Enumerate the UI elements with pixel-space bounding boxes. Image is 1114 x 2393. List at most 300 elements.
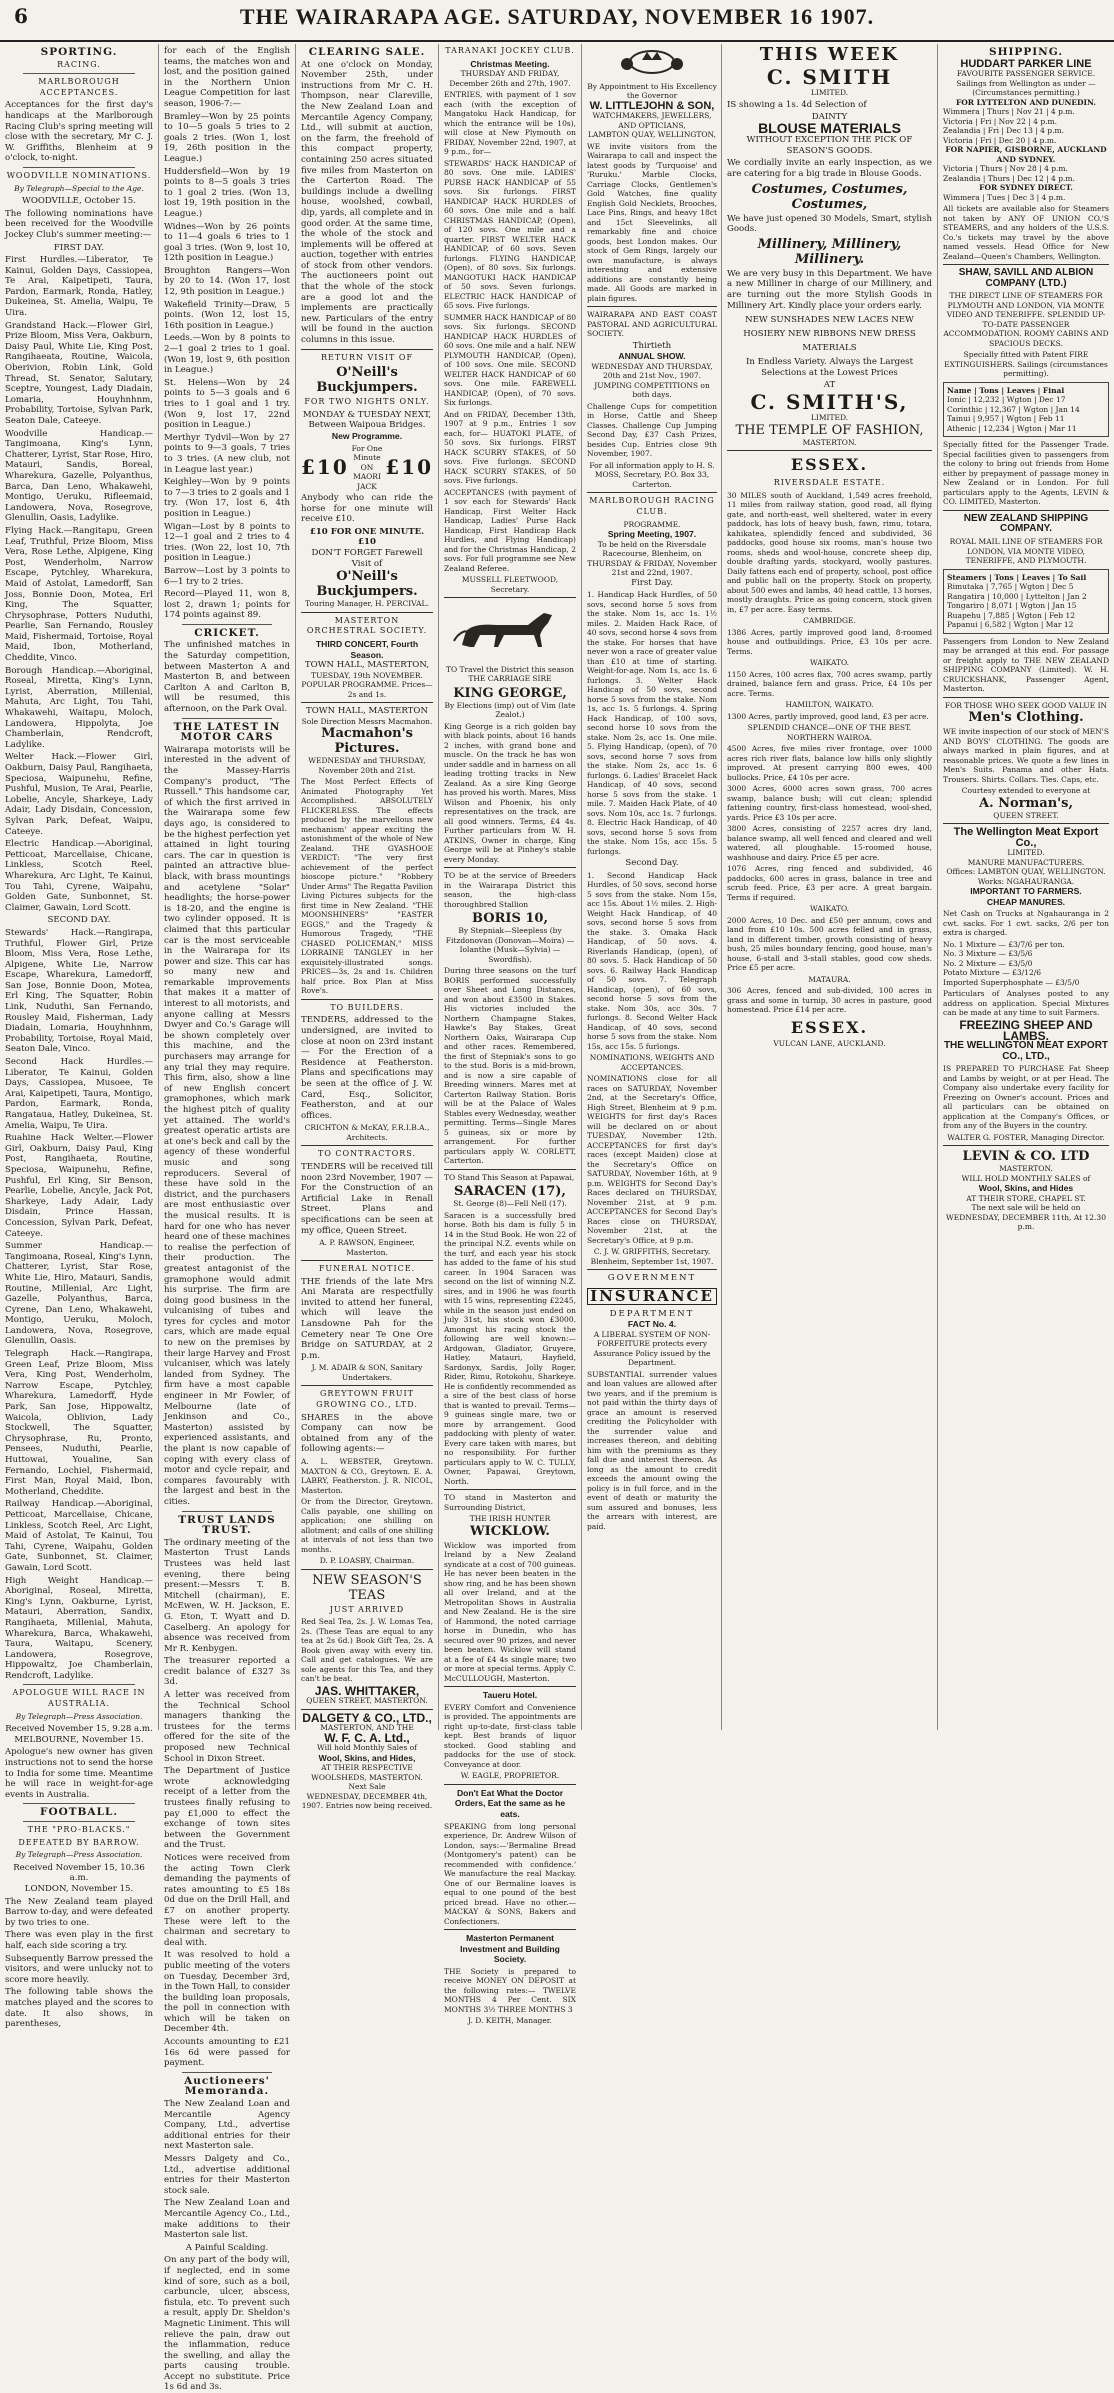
ad-text: THE Society is prepared to receive MONEY ON DEPOSIT at the following rates:— TWELVE MONTHS 4 Per Cent. SIX MONTHS 3½ THREE MONTHS 3 bbox=[444, 1966, 576, 2014]
article-paragraph: It was resolved to hold a public meeting of the voters on Tuesday, December 3rd, in the Town Hall, to consider the building loan proposals, the poll in connection with which will be taken on December 4th. bbox=[164, 1950, 290, 2035]
ad-signature: J. D. KEITH, Manager. bbox=[468, 2016, 552, 2026]
ad-line: TUESDAY, 19th NOVEMBER. POPULAR PROGRAMME. Prices—2s and 1s. bbox=[301, 670, 433, 699]
ad-text: 1386 Acres, partly improved good land, 8-roomed house and outbuildings. Price, £3 10s per acre. Terms. bbox=[727, 627, 932, 656]
article-heading: MARLBOROUGH ACCEPTANCES. bbox=[38, 77, 120, 97]
race-entries: Woodville Handicap.—Tangimoana, King's Lynn, Chatterer, Lyrist, Star Rose, Hiro, Matauri, Sandis, Boreal, Wharekura, Gazelle, Polyanthus, Barca, Dan Leno, Whakawehi, Montigo, Ueruku, Rifleemaid, Landowera, Nova, Rosegrove, Glenullin, Oasis, Ladylike. bbox=[5, 428, 153, 524]
royal-crest-icon bbox=[587, 46, 717, 76]
ad-line: The next sale will be held on bbox=[971, 1203, 1081, 1213]
ad-line: MASTERTON ORCHESTRAL SOCIETY. bbox=[306, 615, 428, 636]
ad-line: THURSDAY AND FRIDAY, December 26th and 27th, 1907. bbox=[449, 69, 571, 88]
ad-line: DAINTY bbox=[811, 112, 848, 123]
ad-title: W. LITTLEJOHN & SON, bbox=[589, 99, 715, 112]
ad-line: DON'T FORGET Farewell Visit of bbox=[311, 548, 423, 569]
ad-line: WEDNESDAY, DECEMBER 4th, 1907. Entries now being received. bbox=[301, 1791, 433, 1811]
ad-line: FOR TWO NIGHTS ONLY. bbox=[304, 397, 430, 407]
race-entries: Electric Handicap.—Aboriginal, Petticoat, Marcellaise, Chicane, Linkless, Scotch Reel, Wharekura, Arc Light, Te Kainui, Tou Tahi, Cyrene, Waipahu, Golden Gate, Sunbonnet, St. Claimer, Gawain, Lord Scott. bbox=[5, 839, 153, 913]
ad-title: Spring Meeting, 1907. bbox=[607, 529, 697, 540]
ad-line: MATAURA. bbox=[808, 974, 851, 984]
ad-title: Wool, Skins, and Hides bbox=[978, 1183, 1074, 1194]
ad-text: STEWARDS' HACK HANDICAP of 80 sovs. One mile. LADIES' PURSE HACK HANDICAP of 55 sovs. Six furlongs. FIRST HANDICAP HACK HURDLES of 60 sovs. One mile and a half. CHRISTMAS HANDICAP, (Open), of 120 sovs. One mile and a quarter. FIRST WELTER HACK HANDICAP, of 60 sovs. Seven furlongs. FLYING HANDICAP, (Open), of 80 sovs. Six furlongs. MANGOTUKI HACK HANDICAP of 50 sovs. Seven furlongs. ELECTRIC HACK HANDICAP of 65 sovs. Five furlongs. bbox=[444, 158, 576, 311]
ad-title: ESSEX. bbox=[790, 455, 869, 474]
ad-line: MASTERTON, AND THE bbox=[320, 1723, 414, 1733]
sailing-row: Zealandia | Fri | Dec 13 | 4 p.m. bbox=[943, 126, 1064, 136]
race-entries: Stewards' Hack.—Rangirapa, Truthful, Flower Girl, Prize Bloom, Miss Vera, Rose Lethe, Alpigene, White Lie, Narrow Escape, Wharekura, Lamedorff, San Jose, Bonnie Doon, Motea, Erl King, The Squatter, Robin Link, Nuduthi, San Fernando, Rousley Maid, Fisherman, Lady Diadain, Lomaria, Houyhnhnm, Probability, Tortoise, Royal Maid, Seaton Dale, Vinco. bbox=[5, 927, 153, 1055]
divider bbox=[444, 597, 576, 598]
ad-text: WE invite inspection of our stock of MEN'S AND BOYS' CLOTHING. The goods are always marked in plain figures, and at reasonable prices. We quote a few lines in Men's Suits. Panama and other Hats. Trousers. Shirts. Collars. Ties. Caps, etc. bbox=[943, 727, 1109, 784]
ad-line: By Stepniak—Sleepless (by Fitzdonovan (Donovan—Moira) — Iolanthe (Musk—Sylvia) — Swordfish). bbox=[445, 926, 575, 964]
sailing-row: Victoria | Fri | Dec 20 | 4 p.m. bbox=[943, 135, 1057, 145]
ad-text: ROYAL MAIL LINE OF STEAMERS FOR LONDON, VIA MONTE VIDEO, TENERIFFE, AND PLYMOUTH. bbox=[949, 537, 1103, 566]
column-smith-ads bbox=[721, 44, 937, 1730]
price-row: No. 1 Mixture — £3/7/6 per ton. bbox=[943, 939, 1065, 949]
sailing-row: Wimmera | Tues | Dec 3 | 4 p.m. bbox=[943, 192, 1066, 202]
ad-line: FOR NAPIER, GISBORNE, AUCKLAND AND SYDNEY. bbox=[945, 145, 1107, 164]
ad-text: 3800 Acres, consisting of 2257 acres dry land, balance swamp, all well fenced and cleared and well watered, all ploughable. 15-roomed house, washhouse and dairy. Price £5 per acre. bbox=[727, 824, 932, 862]
sailing-row: Zealandia | Thurs | Dec 12 | 4 p.m. bbox=[943, 173, 1075, 183]
ad-title: C. SMITH bbox=[766, 65, 893, 89]
ad-title: INSURANCE bbox=[587, 1288, 717, 1305]
ad-text: SPEAKING from long personal experience, Dr. Andrew Wilson of London, says:—'Bermaline Bread (Montgomery's patent) can be recommended with confidence.' We manufacture the real Mackay. One of our Bermaline loaves is equal to one pound of the best priced bread. Have no other.—MACKAY & SONS, Bakers and Confectioners. bbox=[444, 1821, 576, 1926]
ad-title: Millinery, Millinery, Millinery. bbox=[757, 236, 902, 267]
masthead-title: THE WAIRARAPA AGE. SATURDAY, NOVEMBER 16 1907. bbox=[239, 4, 875, 29]
page-number: 6 bbox=[14, 4, 28, 28]
table-row: Corinthic | 12,367 | Wgton | Jan 14 bbox=[947, 404, 1080, 414]
article-paragraph: Messrs Dalgety and Co., Ltd., advertise additional entries for their Masterton stock sale. bbox=[164, 2154, 290, 2196]
race-entries: Flying Hack.—Rangitapu, Green Leaf, Truthful, Prize Bloom, Miss Vera, Rose Lethe, Alpigene, King Post, Wenderholm, Narrow Escape, Pytchley, Wharekura, Maid of Astolat, Lamedorff, San Joss, Bonnie Doon, Motea, Erl King, The Squatter, Chrysophrase, Potters Nuduthi, Pearlie, San Fernando, Rousley Maid, Fishermaid, Tortoise, Royal Maid, Ibon, Motherland, Cheddite, Vinco. bbox=[5, 525, 153, 664]
ad-line: RIVERSDALE ESTATE. bbox=[773, 478, 886, 487]
ad-text: ACCEPTANCES (with payment of 1 sov each for Stewards' Hack Handicap, First Welter Hack Handicap, Ladies' Purse Hack Handicap, First Handicap Hack Hurdles, and Flying Handicap) and for the Christmas Handicap, 2 sovs. For full programme see New Zealand Referee. bbox=[444, 487, 576, 573]
race-entries: Second Hack Hurdles.—Liberator, Te Kainui, Golden Days, Cassiopea, Musoee, Te Arai, Kaipetipeti, Taura, Montigo, Pardon, Earmark, Ronda, Rangataua, Hatley, Dukeinea, St. Amelia, Waipu, Te Uira. bbox=[5, 1057, 153, 1131]
sub-column-right bbox=[581, 44, 722, 1730]
divider bbox=[943, 1145, 1109, 1146]
divider bbox=[182, 2072, 272, 2073]
ad-title: WICKLOW. bbox=[470, 1523, 550, 1539]
ad-text: TO be at the service of Breeders in the Wairarapa District this season, the high-class thoroughbred Stallion bbox=[444, 871, 576, 909]
ad-line: VULCAN LANE, AUCKLAND. bbox=[773, 1038, 886, 1048]
article-paragraph: The New Zealand Loan and Mercantile Agency Co., Ltd., make additions to their Masterton sale list. bbox=[164, 2198, 290, 2241]
article-heading: THE "PRO-BLACKS." bbox=[27, 1825, 131, 1834]
divider bbox=[301, 702, 433, 703]
ad-signature: Touring Manager, H. PERCIVAL. bbox=[305, 599, 429, 609]
sailing-row: Victoria | Thurs | Nov 28 | 4 p.m. bbox=[943, 164, 1068, 174]
ad-title: Costumes, Costumes, Costumes, bbox=[751, 181, 908, 212]
divider bbox=[301, 1709, 433, 1710]
ad-signature: J. M. ADAIR & SON, Sanitary Undertakers. bbox=[311, 1363, 423, 1382]
ad-signature: WALTER G. FOSTER, Managing Director. bbox=[947, 1132, 1105, 1142]
ad-line: PROGRAMME. bbox=[623, 519, 681, 529]
article-paragraph: Notices were received from the acting Town Clerk demanding the payments of rates amounting to £5 18s 0d due on the Drill Hall, and £7 on another property. These were left to the chairman and secretary to deal with. bbox=[164, 1852, 290, 1948]
day-heading: SECOND DAY. bbox=[47, 915, 111, 926]
ad-title: W. F. C. A. Ltd., bbox=[324, 1730, 410, 1745]
race-entries: Welter Hack.—Flower Girl, Oakburn, Daisy Paul, Rangihaeta, Speciosa, Waipunehu, Refine, Pushful, Musion, Te Arai, Pearlie, Lobelie, Ancyle, Sharkeye, Lady Adair, Lady Disdain, Concession, Sylvan Park, Defeat, Waipu, Cateeye. bbox=[5, 752, 153, 837]
ad-line: Will hold Monthly Sales of bbox=[317, 1743, 417, 1753]
ad-signature: C. J. W. GRIFFITHS, Secretary. Blenheim, September 1st, 1907. bbox=[590, 1247, 714, 1266]
race-entries: Grandstand Hack.—Flower Girl, Prize Bloom, Miss Vera, Oakburn, Daisy Paul, White Lie, King Post, Rangihaeata, Routine, Waicola, Oberivion, Robin Link, Gold Thread, St. Senator, Salutary, Sceptre, Youngest, Lady Diadain, Lomaria, Houyhnhnm, Probability, Tortoise, Sylvan Park, Seaton Dale, Cateeye. bbox=[5, 320, 153, 426]
section-heading: SPORTING. bbox=[40, 46, 118, 58]
ad-line: QUEEN STREET. bbox=[993, 810, 1059, 820]
divider bbox=[444, 1489, 576, 1490]
ad-text: Challenge Cups for competition in Horse, Cattle and Sheep Classes. Challenge Cup Jumping Second Day, £37 Cash Prizes, besides Cup. Entries close 9th November, 1907. bbox=[587, 401, 717, 459]
ad-text: EVERY Comfort and Convenience is provided. The appointments are right up-to-date, first-class table kept. Best brands of liquor stocked. Good stabling and paddocks for the use of stock. Conveyance at door. bbox=[444, 1702, 576, 1769]
ad-title: Taueru Hotel. bbox=[482, 1690, 538, 1701]
article-paragraph: There was even play in the first half, each side scoring a try. bbox=[5, 1930, 153, 1951]
ad-text: 1150 Acres, 100 acres flax, 700 acres swamp, partly drained, balance fern and grass. Price, £4 10s per acre. Terms. bbox=[727, 669, 932, 698]
table-row: Ionic | 12,232 | Wgton | Dec 17 bbox=[947, 395, 1066, 405]
ad-line: WEDNESDAY AND THURSDAY, 20th and 21st Nov., 1907. bbox=[591, 361, 713, 381]
article-paragraph: Wairarapa motorists will be interested in the advent of the Massey-Harris Company's product, "The Russell." This handsome car, of which the first arrived in the Wairarapa some few days ago, is considered to be the highest perfection yet attained in light touring cars. The car in question is painted an attractive blue-black, with brass mountings and acetylene "Solar" headlights; the horse-power is 18-20, and the engine is two cylinder opposed. It is claimed that this particular car is the most serviceable in the Wairarapa for its power and size. This car has so many new and remarkable improvements that makes it a matter of interest to all motorists, and anyone calling at Messrs Dwyer and Co.'s Garage will be shown completely over this machine, and the purchasers may arrange for any trial they may require. This firm, also, show a line of new English concert gramophones, which mark the highest pitch of quality yet attained. The world's greatest operatic artists are at one's beck and call by the agency of these wonderful music and song reproducers. Several of these have sold in the district, and the purchasers are most enthusiastic over the musical results. It is hard for one who has never heard one of these machines to realise the perfection of their production. The greatest antagonist of the gramophone would admit his surprise. The firm are doing good business in the vulcanising of tubes and tyres for cycles and motor cars, which are made equal to new on the premises by their large Harvey and Frost vulcaniser, which was lately landed from Sydney. The firm have a most capable engineer in Mr Fowler, of Melbourne (late of Jenkinson and Co., Masterton) assisted by experienced assistants, and the plant is now capable of coping with every class of motor and cycle repair, and compares favourably with the largest and best in the cities. bbox=[164, 744, 290, 1507]
divider bbox=[182, 718, 272, 719]
ad-signature: For all information apply to H. S. MOSS, Secretary, P.O. Box 33, Carterton. bbox=[589, 460, 715, 489]
ad-text: The Most Perfect Effects of Animated Photography Yet Accomplished. ABSOLUTELY FLICKERLESS. The effects produced by the marvellous new mechanism' appear exciting the astonishment of the whole of New Zealand. THE GYASHOOE VERDICT: "The very first achievement of the perfect bioscope picture." "Robbery Under Arms" The Regatta Pavilion Living Pictures subjects for the first time in New Zealand. "THE MOONSHINERS" "EASTER EGGS," and the Tragedy & Humorous Tragedy, "THE CHASED POLICEMAN," MISS LORRAINE TANGLEY in her exquisitely-illustrated songs. PRICES—3s, 2s and 1s. Children half price. Box Plan at Miss Rove's. bbox=[301, 777, 433, 996]
ad-text: NOMINATIONS close for all races on SATURDAY, November 2nd, at the Secretary's Office, High Street, Blenheim at 9 p.m. WEIGHTS for first day's Races will be declared on or about TUESDAY, November 12th. ACCEPTANCES for first day's races (except Maiden) close at the Secretary's Office on SATURDAY, November 16th, at 9 p.m. WEIGHTS for Second Day's Races declared on THURSDAY, November 21st, at 9 p.m. ACCEPTANCES for Second Day's Races close on THURSDAY, November 21st, at the Secretary's Office, at 9 p.m. bbox=[587, 1074, 717, 1245]
dateline: MELBOURNE, November 15. bbox=[14, 1734, 144, 1745]
ad-text: We are very busy in this Department. We have a new Milliner in charge of our Millinery, and are turning out the more Stylish Goods in Millinery Art. Kindly place your orders early. bbox=[727, 268, 932, 311]
ad-text: TO Stand This Season at Papawai, bbox=[444, 1172, 575, 1182]
ad-text: SUBSTANTIAL surrender values and loan values are allowed after two years, and if the premium is not paid within the thirty days of grace an amount is reserved crediting the Policyholder with the surrender value and increases thereon, and debiting him with the premiums as they fall due and interest thereon. As long as the amount to credit exceeds the amount owing the policy is in full force, and in the event of death or maturity the sum assured and bonuses, less the arrears with interest, are paid. bbox=[587, 1369, 717, 1531]
ad-text: Net Cash on Trucks at Ngahauranga in 2 cwt. sacks. For 1 cwt. sacks, 2/6 per ton extra is charged. bbox=[943, 909, 1109, 938]
ad-line: MARLBOROUGH RACING CLUB. bbox=[589, 496, 715, 516]
ad-title: A. Norman's, bbox=[979, 795, 1073, 811]
ad-line: Thirtieth bbox=[632, 340, 672, 351]
race-entries: Railway Handicap.—Aboriginal, Petticoat, Marcellaise, Chicane, Linkless, Scotch Reel, Arc Light, Maid of Astolat, Te Kainui, Tou Tahi, Cyrene, Waipahu, Golden Gate, Sunbonnet, St. Claimer, Gawain, Lord Scott. bbox=[5, 1499, 153, 1573]
table-row: Rimutaka | 7,765 | Wgton | Dec 5 bbox=[947, 582, 1074, 592]
ad-title: FUNERAL NOTICE. bbox=[318, 1264, 416, 1274]
ad-line: RETURN VISIT OF bbox=[320, 352, 414, 362]
divider bbox=[23, 73, 135, 74]
ad-line: Offices: LAMBTON QUAY, WELLINGTON. Works: NGAHAURANGA. bbox=[946, 867, 1106, 886]
ad-line: LIMITED. bbox=[1007, 848, 1045, 858]
match-result: Wakefield Trinity—Draw, 5 points. (Won 12, lost 15, 16th position in League.) bbox=[164, 299, 290, 331]
article-heading: APOLOGUE WILL RACE IN AUSTRALIA. bbox=[12, 1688, 146, 1709]
divider bbox=[444, 867, 576, 868]
ad-text: King George is a rich golden bay with black points, about 16 hands 2 inches, with grand bone and muscle. On the track he has won under saddle and in harness on all leading trotting tracks in New Zealand. As a sire King George has proved his worth. Mares, Miss Wilson and Phoenix, his only representatives on the track, are all good winners. Terms, £4 4s. Further particulars from W. H. ATKINS, Owner in charge, King George will be at Pinhey's stable every Monday. bbox=[444, 721, 576, 864]
ad-line: LIMITED. bbox=[810, 413, 849, 422]
ad-signature: D. P. LOASBY, Chairman. bbox=[319, 1556, 415, 1565]
divider bbox=[444, 1686, 576, 1687]
telegraph-credit: By Telegraph—Special to the Age. bbox=[14, 183, 144, 193]
ad-text: TO stand in Masterton and Surrounding District, bbox=[444, 1493, 576, 1512]
ad-text: Saracen is a successfully bred horse. Both his dam is fully 5 in 14 in the Stud Book. He won 22 of the principal N.Z. events while on the turf, and each year his stock has added to the fame of his stud career. In 1904 Saracen was second on the list of winning N.Z. sires, and in 1906 he was fourth with 15 wins, representing £2245, while in the season just ended on July 31st, his stock won £3000. Amongst his racing stock the following are well known:—Ardgowan, Gladiator, Gruyere, Hatley, Matauri, Hayfield, Sardonyx, Sardis, Jolly Roger, Rider, Rimu, Rotokohu, Sharkeye. He is confidently recommended as a sire of the best class of horse that is wanted to prevail. Terms—9 guineas single mare, two or more by arrangement. Good paddocking with plenty of water. Every care taken with mares, but no responsibility. For further particulars apply to W. C. TULLY, Owner, Papawai, Greytown, North. bbox=[444, 1210, 576, 1486]
ad-title: LEVIN & CO. LTD bbox=[962, 1149, 1090, 1165]
divider bbox=[727, 450, 932, 451]
dateline: LONDON, November 15. bbox=[24, 1883, 134, 1894]
ad-line: HAMILTON, WAIKATO. bbox=[785, 700, 874, 710]
ad-signature: A. P. RAWSON, Engineer, Masterton. bbox=[319, 1238, 415, 1257]
ad-title: BLOUSE MATERIALS bbox=[758, 119, 901, 136]
divider bbox=[444, 1169, 576, 1170]
ad-line: FOR SYDNEY DIRECT. bbox=[979, 183, 1073, 193]
article-paragraph: The following table shows the matches played and the scores to date. It also shows, in parentheses, bbox=[5, 1987, 153, 2030]
ad-text: WITHOUT EXCEPTION THE PICK OF SEASON'S GOODS. bbox=[746, 135, 913, 156]
match-result: Widnes—Won by 26 points to 11—4 goals 6 tries to 1 goal 3 tries. (Won 9, lost 10, 12th position in League.) bbox=[164, 221, 290, 264]
ad-text: Particulars of Analyses posted to any address on application. Special Mixtures can be made at any time to suit Farmers. bbox=[943, 989, 1109, 1018]
article-paragraph: Apologue's new owner has given instructions not to send the horse to India for some time. Meantime he will race in weight-for-age events in Australia. bbox=[5, 1747, 153, 1800]
ad-text: TO Travel the District this season THE CARRIAGE SIRE bbox=[445, 664, 574, 684]
price-row: Imported Superphosphate — £3/5/0 bbox=[943, 977, 1080, 987]
ad-text: IS PREPARED TO PURCHASE Fat Sheep and Lambs by weight, or at per Head. The Company also undertake every facility for Freezing on Owner's account. Prices and all particulars can be obtained on application at the Company's Offices, or from any of the Buyers in the country. bbox=[943, 1064, 1109, 1131]
ad-text: 3000 Acres, 6000 acres sown grass, 700 acres swamp, balance bush; will cut clean; splendid fattening country, first-class homestead, wool-shed, yards. Price £3 10s per acre. bbox=[727, 784, 932, 822]
day-heading: FIRST DAY. bbox=[53, 242, 105, 253]
ad-title: GREYTOWN FRUIT GROWING CO., LTD. bbox=[316, 1389, 418, 1410]
ad-signature: CRICHTON & McKAY, F.R.I.B.A., Architects. bbox=[304, 1123, 430, 1142]
ad-text: SUMMER HACK HANDICAP of 80 sovs. Six furlongs. SECOND HANDICAP HACK HURDLES of 60 sovs. One mile and a half. NEW PLYMOUTH HANDICAP, (Open), of 100 sovs. One mile. SECOND WELTER HACK HANDICAP of 60 sovs. One mile. FAREWELL HANDICAP, (Open), of 70 sovs. Six furlongs. bbox=[444, 312, 576, 408]
divider bbox=[301, 1569, 433, 1570]
prize-banner bbox=[301, 444, 433, 492]
divider bbox=[943, 697, 1109, 698]
article-paragraph: The ordinary meeting of the Masterton Trust Lands Trustees was held last evening, there being present:—Messrs T. B. Mitchell (chairman), E. McEwen, W. H. Jackson, E. G. Eton, T. Wyatt and D. Caselberg. An apology for absence was received from Mr R. Kenbygen. bbox=[164, 1537, 290, 1654]
ad-text: WE invite visitors from the Wairarapa to call and inspect the latest goods by 'Turquoise' and 'Ruruku.' Marble Clocks, Carriage Clocks, Gentlemen's Gold Watches, fine quality English Gold Necklets, Brooches, Lace Pins, Rings, and heavy 18ct and 15ct Sleevelinks, all remarkably fine and choice goods, best London makes. Our stock of Gem Rings, largely our own manufacture, is always interesting and extensive additions are constantly being made. All Goods are marked in plain figures. bbox=[587, 141, 717, 303]
ad-line: By Appointment to His Excellency the Governor bbox=[587, 81, 717, 101]
divider bbox=[587, 492, 717, 493]
ad-text: Specially fitted for the Passenger Trade. Special facilities given to passengers from the colony to bring out friends from Home either by prepayment of passage money in New Zealand or in London. For full particulars apply to the Agents, LEVIN & CO. LIMITED, Masterton. bbox=[943, 440, 1109, 507]
divider bbox=[943, 823, 1109, 824]
ad-text: Anybody who can ride the horse for one minute will receive £10. bbox=[301, 493, 433, 525]
article-paragraph: A letter was received from the Technical School managers thanking the trustees for the terms offered for the site of the proposed new Technical School in Dixon Street. bbox=[164, 1690, 290, 1764]
section-heading: SHIPPING. bbox=[989, 46, 1063, 58]
ad-title: FREEZING SHEEP AND LAMBS. bbox=[959, 1017, 1093, 1043]
ad-line: WAIKATO. bbox=[809, 904, 850, 914]
ad-title: ANNUAL SHOW. bbox=[618, 351, 686, 362]
ad-signature: MUSSELL FLEETWOOD, Secretary. bbox=[461, 575, 559, 594]
divider bbox=[182, 624, 272, 625]
divider bbox=[587, 1269, 717, 1270]
ad-title: JAS. WHITTAKER, bbox=[314, 1683, 420, 1698]
table-row: Papanui | 6,582 | Wgton | Mar 12 bbox=[947, 620, 1074, 630]
ad-line: TOWN HALL, MASTERTON, bbox=[304, 660, 430, 671]
ad-line: WATCHMAKERS, JEWELLERS, AND OPTICIANS, bbox=[592, 111, 712, 130]
ad-line: By Elections (imp) out of Vim (late Zealot.) bbox=[444, 700, 576, 720]
ad-title: IMPORTANT TO FARMERS. bbox=[970, 886, 1082, 897]
dateline: WOODVILLE, October 15. bbox=[22, 196, 136, 207]
race-entries: Summer Handicap.—Tangimoana, Roseal, King's Lynn, Chatterer, Lyrist, Star Rose, White Lie, Hiro, Matauri, Sandis, Routine, Millenial, Arc Light, Gazelle, Polyanthus, Barca, Cyrene, Dan Leno, Whakawehi, Montigo, Ueruku, Moloch, Landowera, Nova, Rosegrove, Glenullin, Oasis. bbox=[5, 1241, 153, 1347]
match-result: Leeds.—Won by 8 points to 2—1 goal 2 tries to 1 goal. (Won 19, lost 9, 6th position in League.) bbox=[164, 333, 290, 376]
ad-line: AT bbox=[823, 380, 836, 391]
ad-line: AT THEIR STORE, CHAPEL ST. bbox=[966, 1193, 1086, 1203]
table-header: Steamers | Tons | Leaves | To Sail bbox=[947, 572, 1087, 582]
ad-line: WEDNESDAY and THURSDAY, November 20th and 21st. bbox=[308, 756, 426, 775]
article-paragraph: On any part of the body will, if neglected, end in some kind of sore, such as a boil, carbuncle, ulcer, abscess, fistula, etc. To prevent such a result, apply Dr. Sheldon's Magnetic Liniment. This will relieve the pain, draw out the inflammation, reduce the swelling, and allay the parts causing trouble. Accept no substitute. Price 1s 6d and 3s. bbox=[164, 2255, 290, 2393]
ad-text: 2000 Acres, 10 Dec. and £50 per annum, cows and land from £10 10s. 500 acres felled and in grass, land in different timber, growth consisting of heavy bush, 25 miles boundary fencing, good house, man's house, 6-stall and 3-stall stables, good cow sheds. Price £5 per acre. bbox=[727, 915, 932, 973]
ad-title: Don't Eat What the Doctor Orders, Eat the same as he eats. bbox=[454, 1787, 566, 1820]
divider bbox=[182, 1511, 272, 1512]
divider bbox=[301, 1145, 433, 1146]
prize-amount-right: £10 bbox=[385, 455, 433, 480]
telegraph-credit: By Telegraph—Press Association. bbox=[15, 1711, 143, 1721]
article-paragraph: The Department of Justice wrote acknowledging receipt of a letter from the trustees finally refusing to pay £1,000 to effect the exchange of town sites between the Government and the Trust. bbox=[164, 1766, 290, 1851]
match-result: St. Helens—Won by 24 points to 5—3 goals and 6 tries to 1 goal and 1 try. (Won 9, lost 17, 22nd position in League.) bbox=[164, 377, 290, 431]
article-heading: DEFEATED BY BARROW. bbox=[18, 1837, 140, 1847]
telegraph-credit: By Telegraph—Press Association. bbox=[15, 1850, 143, 1860]
ad-text: SHARES in the above Company can now be obtained from any of the following agents:— bbox=[301, 1412, 433, 1455]
ad-line: FOR THOSE WHO SEEK GOOD VALUE IN bbox=[944, 700, 1108, 710]
ad-text: During three seasons on the turf BORIS performed successfully over Sheet and Long Distances, and won about £3500 in Stakes. His victories included the Northern Champagne Stakes, Hawke's Bay Stakes, Great Northern Oaks, Wairarapa Cup and other races. Remembered, the first of Stepniak's sons to go to the stud. Boris is a mid-brown, and is now a sire capable of Breeding winners. Mares met at Carterton Railway Station. Boris will be at the Palace of Wales Stables every Wednesday, weather permitting. Terms—Single Mares 5 guineas, six or more by arrangement. For further particulars apply W. CORLETT, Carterton. bbox=[444, 966, 576, 1166]
divider bbox=[23, 1803, 135, 1804]
ad-text: In Endless Variety. Always the Largest Selections at the Lowest Prices bbox=[745, 357, 914, 378]
day-heading: First Day. bbox=[631, 577, 673, 588]
divider bbox=[23, 167, 135, 168]
horse-illustration bbox=[444, 605, 574, 655]
match-result: Merthyr Tydvil—Won by 27 points to 9—3 goals, 7 tries to 3 tries. (A new club, not in League last year.) bbox=[164, 432, 290, 475]
ad-title: CHEAP MANURES. bbox=[986, 896, 1066, 907]
ad-text: IS showing a 1s. 4d Selection of bbox=[727, 99, 867, 110]
divider bbox=[301, 349, 433, 350]
table-row: Athenic | 12,234 | Wgton | Mar 11 bbox=[947, 423, 1077, 433]
ad-line: Courtesy extended to everyone at bbox=[961, 786, 1091, 796]
ad-title: Men's Clothing. bbox=[968, 710, 1084, 726]
race-entries: First Hurdles.—Liberator, Te Kainui, Golden Days, Cassiopea, Te Arai, Kaipetipeti, Taura, Pardon, Earmark, Ronda, Hatley, Dukeinea, St. Amelia, Waipu, Te Uira. bbox=[5, 255, 153, 319]
race-entries: Borough Handicap.—Aboriginal, Roseal, Miretta, King's Lynn, Lyrist, Aberration, Millenial, Mahuta, Arc Light, Tou Tahi, Whakawehi, Waitapu, Moloch, Landowera, Hippolyta, Joe Chamberlain, Rendcroft, Ladylike. bbox=[5, 665, 153, 750]
match-result: Broughton Rangers—Won by 20 to 14. (Won 17, lost 12, 9th position in League.) bbox=[164, 265, 290, 298]
ad-text: THE friends of the late Mrs Ani Marata are respectfully invited to attend her funeral, which will leave the Lansdowne Pah for the Cemetery near Te One Ore Bridge on SATURDAY, at 2 p.m. bbox=[301, 1276, 433, 1361]
ad-text: We have just opened 30 Models, Smart, stylish Goods. bbox=[727, 213, 932, 235]
ad-line: MANURE MANUFACTURERS. bbox=[967, 857, 1085, 867]
ad-text: All tickets are available also for Steamers not taken by ANY OF UNION CO.'S STEAMERS, and any holders of the U.S.S. Co.'s tickets may travel by the above named vessels. Head Office for New Zealand—Queen's Chambers, Wellington. bbox=[943, 204, 1109, 261]
column-notices bbox=[295, 44, 438, 1811]
ad-line: MASTERTON. bbox=[802, 437, 857, 447]
article-paragraph: for each of the English teams, the matches won and lost, and the position gained in the Northern Union League Competition for last season, 1906-7:— bbox=[164, 46, 290, 109]
ad-text: 1. Handicap Hack Hurdles, of 50 sovs, second horse 5 sovs from the stake. Nom 1s, acc 1s. 1½ miles. 2. Maiden Hack Race, of 40 sovs, second horse 4 sovs from the stake. For horses that have never won a race of greater value than £10 at time of starting. Weight-for-age. Nom 1s, acc 1s. 6 furlongs. 3. Welter Hack Handicap of 50 sovs, second horse 5 sovs from the stake. Nom 1s, acc 1s. 5 furlongs. 4. Spring Hack Handicap, of 100 sovs, second horse 10 sovs from the stake. Nom 2s, acc 1s. One mile. 5. Flying Handicap, (open), of 70 sovs, second horse 7 sovs from the stake. Nom 2s, acc 1s. 6 furlongs. 6. Ladies' Bracelet Hack Handicap, of 40 sovs, second horse 5 sovs from the stake. 1 mile. 7. Maiden Hack Plate, of 40 sovs. Nom 10s, acc 1s. 7 furlongs. 8. Electric Hack Handicap, of 40 sovs, second horse 5 sovs from the stake. Nom 15s, acc 15s. 5 furlongs. bbox=[587, 590, 717, 856]
ad-title: SARACEN (17), bbox=[454, 1184, 566, 1200]
price-row: Potato Mixture — £3/12/6 bbox=[943, 968, 1042, 978]
ad-line: JUST ARRIVED bbox=[329, 1604, 405, 1614]
ad-title: O'Neill's Buckjumpers. bbox=[316, 569, 418, 600]
table-row: Ruapehu | 7,885 | Wgton | Feb 12 bbox=[947, 610, 1076, 620]
ad-line: MASTERTON. bbox=[999, 1164, 1053, 1174]
ad-text: Passengers from London to New Zealand may be arranged at this end. For passage or freight apply to THE NEW ZEALAND SHIPPING COMPANY (Limited). W. H. CRUICKSHANK, Passenger Agent, Masterton. bbox=[943, 636, 1109, 694]
article-paragraph: The New Zealand team played Barrow to-day, and were defeated by two tries to one. bbox=[5, 1896, 153, 1928]
divider bbox=[943, 264, 1109, 265]
ad-title: The Wellington Meat Export Co., bbox=[953, 826, 1099, 849]
ad-text: And on FRIDAY, December 13th, 1907 at 9 p.m., Entries 1 sov each, for— HUATOKI PLATE, of 50 sovs. Six furlongs. FIRST HACK SCURRY STAKES, of 50 sovs. Five furlongs. SECOND HACK SCURRY STAKES, of 50 sovs. Five furlongs. bbox=[444, 409, 576, 486]
table-row: Tainui | 9,957 | Wgton | Feb 11 bbox=[947, 414, 1065, 424]
ad-text: NEW SUNSHADES NEW LACES NEW HOSIERY NEW RIBBONS NEW DRESS MATERIALS bbox=[743, 315, 916, 354]
divider bbox=[943, 510, 1109, 511]
race-entries: High Weight Handicap.—Aboriginal, Roseal, Miretta, King's Lynn, Oakburne, Lyrist, Matauri, Aberration, Sandix, Rangihaeta, Millenial, Mahuta, Wharekura, Barca, Whakawehi, Taura, Waitapu, Scenery, Landowera, Rosegrove, Hippowaltz, Joe Chamberlain, Rendcroft, Ladylike. bbox=[5, 1575, 153, 1681]
column-shipping bbox=[937, 44, 1114, 1730]
divider bbox=[301, 612, 433, 613]
sailing-row: Wimmera | Thurs | Nov 21 | 4 p.m. bbox=[943, 107, 1075, 117]
ad-title: C. SMITH'S, bbox=[750, 390, 909, 414]
ad-title: TO BUILDERS. bbox=[330, 1002, 404, 1012]
ad-line: TOWN HALL, MASTERTON bbox=[306, 706, 428, 717]
ad-title: HUDDART PARKER LINE bbox=[960, 57, 1092, 70]
article-paragraph: The unfinished matches in the Saturday competition, between Masterton A and Masterton B, and between Carlton A and Carlton B, will be resumed, this afternoon, on the Park Oval. bbox=[164, 640, 290, 715]
ad-line: St. George (8)—Fell Nell (17). bbox=[453, 1199, 567, 1209]
day-heading: Second Day. bbox=[625, 858, 679, 869]
price-row: No. 2 Mixture — £3/5/0 bbox=[943, 958, 1033, 968]
match-result: Wigan—Lost by 8 points to 12—1 goal and 2 tries to 4 tries. (Won 22, lost 10, 7th position in League.) bbox=[164, 521, 290, 564]
masthead bbox=[0, 0, 1114, 42]
match-result: Huddersfield—Won by 19 points to 8—5 goals 3 tries to 1 goal 2 tries. (Won 13, lost 19, 19th position in the League.) bbox=[164, 166, 290, 219]
ad-text: 306 Acres, fenced and sub-divided, 100 acres in grass and some in turnip, 30 acres in pasture, good homestead. Price £14 per acre. bbox=[727, 986, 932, 1015]
ad-title: Masterton Permanent Investment and Building Society. bbox=[460, 1933, 560, 1965]
article-paragraph: The New Zealand Loan and Mercantile Agency Company, Ltd., advertise additional entries for their next Masterton sale. bbox=[164, 2099, 290, 2152]
ad-title: THE WELLINGTON MEAT EXPORT CO., LTD., bbox=[943, 1040, 1109, 1062]
ad-title: NEW SEASON'S TEAS bbox=[312, 1572, 422, 1603]
ad-title: TO CONTRACTORS. bbox=[317, 1149, 417, 1159]
column-sporting bbox=[0, 44, 158, 2030]
ad-text: Specially fitted with Patent FIRE EXTINGUISHERS. Sailings (circumstances permitting). bbox=[944, 350, 1108, 379]
article-heading: A Painful Scalding. bbox=[185, 2242, 269, 2253]
ad-text: 1076 Acres, ring fenced and subdivided, 46 paddocks, 600 acres in grass, balance in tree and scrub feed. Price, £3 per acre. A great bargain. Terms if required. bbox=[727, 864, 932, 902]
ad-line: AT THEIR RESPECTIVE WOOLSHEDS, MASTERTON. bbox=[311, 1763, 423, 1782]
table-row: Rangatira | 10,000 | Lyttelton | Jan 2 bbox=[947, 591, 1087, 601]
divider bbox=[444, 1784, 576, 1785]
ad-title: O'Neill's Buckjumpers. bbox=[316, 365, 418, 396]
article-heading: WOODVILLE NOMINATIONS. bbox=[6, 170, 152, 180]
table-header: Name | Tons | Leaves | Final bbox=[947, 385, 1065, 395]
article-paragraph: Acceptances for the first day's handicaps at the Marlborough Racing Club's spring meeting will close with the secretary, Mr C. J. W. Griffiths, Blenheim at 9 o'clock, to-night. bbox=[5, 100, 153, 164]
sailings-table bbox=[943, 382, 1109, 438]
ad-text: We cordially invite an early inspection, as we are catering for a big trade in Blouse Goods. bbox=[727, 158, 932, 180]
ad-signature: W. EAGLE, PROPRIETOR. bbox=[460, 1771, 560, 1781]
ad-title: Christmas Meeting. bbox=[470, 58, 550, 69]
ad-line: LIMITED. bbox=[810, 88, 849, 97]
ad-title: ESSEX. bbox=[790, 1017, 869, 1037]
sailing-row: Victoria | Fri | Nov 22 | 4 p.m. bbox=[943, 116, 1058, 126]
column-racing-ads bbox=[438, 44, 721, 2026]
ad-line: DEPARTMENT bbox=[609, 1308, 695, 1319]
ad-line: New Programme. bbox=[331, 431, 403, 441]
ad-line: FOR LYTTELTON AND DUNEDIN. bbox=[955, 97, 1097, 107]
ad-text: THE DIRECT LINE OF STEAMERS FOR PLYMOUTH AND LONDON, VIA MONTE VIDEO AND TENERIFFE. SPLENDID UP-TO-DATE PASSENGER ACCOMMODATION. ROOMY CABINS AND SPACIOUS DECKS. bbox=[943, 291, 1109, 348]
match-result: Bramley—Won by 25 points to 10—5 goals 5 tries to 2 goals 2 tries. (Won 1, lost 19, 26th position in the League.) bbox=[164, 111, 290, 164]
ad-text: WAIRARAPA AND EAST COAST PASTORAL AND AGRICULTURAL SOCIETY. bbox=[587, 310, 717, 339]
article-paragraph: At one o'clock on Monday, November 25th, under instructions from Mr C. H. Thompson, near Clareville, the New Zealand Loan and Mercantile Agency Company, Ltd., will submit at auction, on the farm, the freehold of this compact property, containing 250 acres situated five miles from Masterton on the Carterton Road. The buildings include a dwelling house, woolshed, cowbail, dip, yards, all complete and in good order. At the same time, the whole of the stock and implements will be offered at auction, together with entries of stock from other vendors. The auctioneers point out that the whole of the stock are a good lot and the implements are practically new. Particulars of the entry will be found in the auction columns in this issue. bbox=[301, 59, 433, 346]
race-entries: Ruahine Hack Welter.—Flower Girl, Oakburn, Daisy Paul, King Post, Rangihaeta, Routine, Speciosa, Waipunehu, Refine, Pushful, Erl King, Sir Benson, Pearlie, Lobelie, Ancyle, Jack Pot, Sharkeye, Lady Adair, Lady Disdain, Prince Hassan, Concession, Sylvan Park, Defeat, Cateeye. bbox=[5, 1133, 153, 1239]
ad-line: WAIKATO. bbox=[809, 658, 850, 668]
ad-line: To be held on the Riversdale Racecourse, Blenheim, on THURSDAY & FRIDAY, November 21st and 22nd, 1907. bbox=[587, 539, 717, 578]
ad-line: A LIBERAL SYSTEM OF NON-FORFEITURE protects every Assurance Policy issued by the Department. bbox=[593, 1329, 711, 1368]
divider bbox=[23, 1821, 135, 1822]
ad-title: NEW ZEALAND SHIPPING COMPANY. bbox=[963, 512, 1089, 535]
divider bbox=[301, 1260, 433, 1261]
ad-line: WEDNESDAY, DECEMBER 11th, At 12.30 p.m. bbox=[946, 1212, 1106, 1232]
ad-text: 1300 Acres, partly improved, good land, £3 per acre. bbox=[727, 711, 929, 721]
ad-text: Red Seal Tea, 2s. J. W. Lomas Tea, 2s. (These Teas are equal to any tea at 2s 6d.) Book Gift Tea, 2s. A Book given away with every tin. Call and get catalogues. We are sole agents for this Tea, and they can't be beat. bbox=[301, 1617, 433, 1684]
divider bbox=[301, 999, 433, 1000]
ad-line: CAMBRIDGE. bbox=[803, 616, 856, 626]
column-football-news bbox=[158, 44, 295, 2393]
ad-line: WILL HOLD MONTHLY SALES of bbox=[961, 1173, 1091, 1183]
ad-line: Sole Direction Messrs Macmahon. bbox=[301, 716, 433, 726]
ad-text: A. L. WEBSTER, Greytown. MAXTON & CO., Greytown. E. A. LABRY, Featherston. J. R. NICOL, Masterton. bbox=[301, 1457, 433, 1495]
article-paragraph: The following nominations have been received for the Woodville Jockey Club's summer meeting:— bbox=[5, 208, 153, 240]
table-row: Tongariro | 8,071 | Wgton | Jan 15 bbox=[947, 601, 1077, 611]
divider bbox=[587, 306, 717, 307]
ad-line: £10 FOR ONE MINUTE. £10 bbox=[309, 526, 425, 548]
prize-amount-left: £10 bbox=[301, 455, 349, 480]
ad-title: KING GEORGE, bbox=[453, 685, 567, 701]
ad-title: BORIS 10, bbox=[472, 911, 548, 927]
article-paragraph: Subsequently Barrow pressed the visitors, and were unlucky not to score more heavily. bbox=[5, 1953, 153, 1985]
ad-line: MONDAY & TUESDAY NEXT, Between Waipoua Bridges. bbox=[302, 409, 432, 431]
ad-line: Next Sale bbox=[348, 1782, 386, 1792]
divider bbox=[23, 1684, 135, 1685]
prize-offer: For One Minute ON MAORI JACK bbox=[351, 443, 383, 491]
ad-line: QUEEN STREET, MASTERTON. bbox=[306, 1696, 428, 1706]
ad-title: DALGETY & CO., LTD., bbox=[302, 1710, 432, 1725]
ad-text: TENDERS, addressed to the undersigned, are invited to close at noon on 23rd instant— For the Erection of a Residence at Featherston. Plans and specifications may be seen at the office of J. W. Card, Esq., Solicitor, Featherston, and at our offices. bbox=[301, 1015, 433, 1121]
article-heading: CRICKET. bbox=[194, 626, 260, 639]
ad-title: THE TEMPLE OF FASHION, bbox=[735, 422, 924, 438]
article-heading: CLEARING SALE. bbox=[308, 46, 426, 58]
ad-line: NOMINATIONS, WEIGHTS AND ACCEPTANCES. bbox=[589, 1053, 715, 1072]
ad-line: TARANAKI JOCKEY CLUB. bbox=[445, 46, 575, 55]
ad-line: Sailings from Wellington as under — (Circumstances permitting.) bbox=[956, 78, 1096, 98]
ad-line: NORTHERN WAIROA. bbox=[786, 732, 873, 742]
article-heading: TRUST LANDS TRUST. bbox=[178, 1513, 276, 1537]
